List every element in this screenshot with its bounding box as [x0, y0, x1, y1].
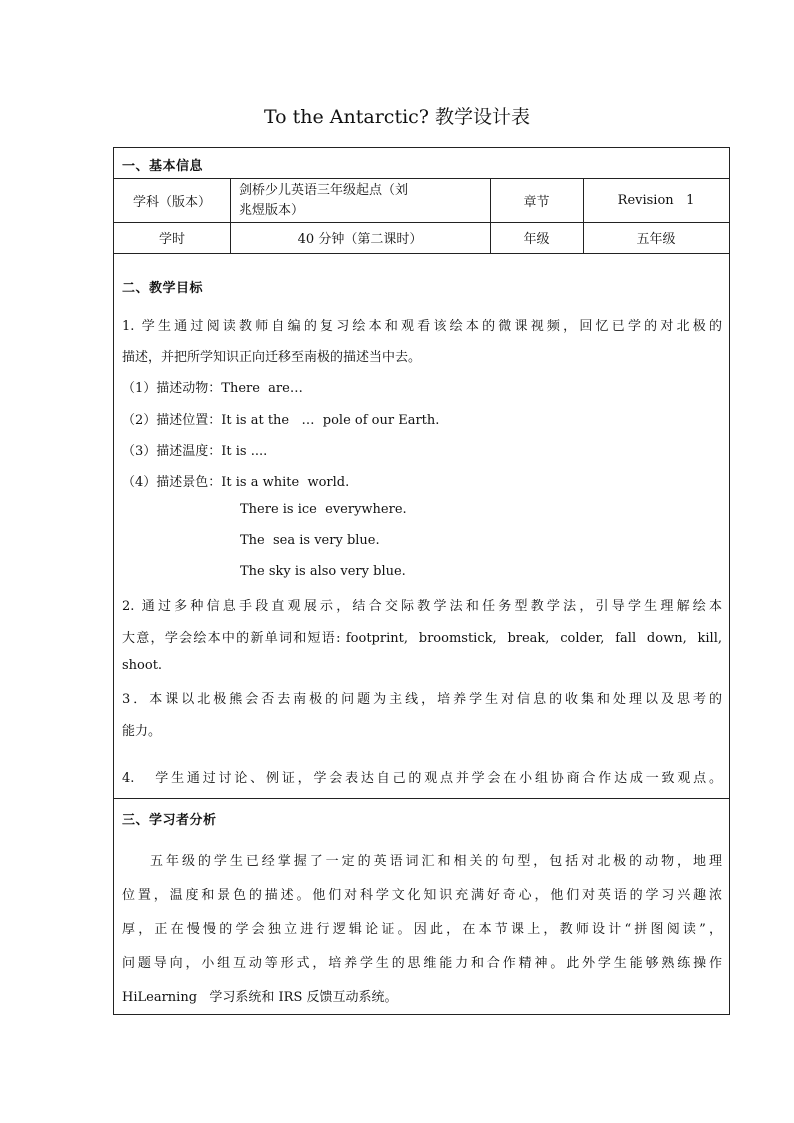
subject-label: 学科（版本） [132, 194, 211, 210]
subject-value-line1: 剑桥少儿英语三年级起点（刘 [239, 183, 409, 198]
chapter-value: Revision 1 [617, 192, 695, 208]
divider [114, 798, 729, 799]
section-objectives-header: 二、教学目标 [122, 281, 204, 296]
section-learner-analysis-header: 三、学习者分析 [122, 813, 217, 828]
hours-label: 学时 [158, 232, 185, 247]
objective-1-sub4b: There is ice everywhere. [240, 502, 407, 517]
objective-1-sub4d: The sky is also very blue. [240, 564, 406, 579]
learner-analysis-line4: 问题导向，小组互动等形式，培养学生的思维能力和合作精神。此外学生能够熟练操作 [122, 956, 722, 971]
learner-analysis-line3: 厚，正在慢慢的学会独立进行逻辑论证。因此，在本节课上，教师设计“拼图阅读”， [122, 922, 722, 937]
objective-1-line2: 描述，并把所学知识正向迁移至南极的描述当中去。 [122, 350, 422, 365]
objective-2-line3: shoot. [122, 658, 163, 673]
objective-2-line2: 大意，学会绘本中的新单词和短语: footprint, broomstick, break, colder, fall down, kill, [122, 631, 722, 646]
hours-value: 40 分钟（第二课时） [297, 232, 423, 247]
objective-1-line1: 1. 学生通过阅读教师自编的复习绘本和观看该绘本的微课视频，回忆已学的对北极的 [122, 319, 722, 334]
objective-1-sub4c: The sea is very blue. [240, 533, 380, 548]
objective-3-line2: 能力。 [122, 724, 162, 739]
grade-label: 年级 [523, 232, 550, 247]
subject-value [239, 181, 484, 221]
objective-4: 4. 学生通过讨论、例证，学会表达自己的观点并学会在小组协商合作达成一致观点。 [122, 771, 722, 786]
objective-3-line1: 3．本课以北极熊会否去南极的问题为主线，培养学生对信息的收集和处理以及思考的 [122, 692, 722, 707]
objective-2-line1: 2. 通过多种信息手段直观展示，结合交际教学法和任务型教学法，引导学生理解绘本 [122, 599, 722, 614]
grade-value: 五年级 [636, 232, 676, 247]
subject-value-line2: 兆煜版本） [239, 203, 305, 218]
objective-1-sub3: （3）描述温度：It is .... [122, 444, 268, 459]
section-basic-info-header: 一、基本信息 [122, 159, 204, 174]
page-title: To the Antarctic? 教学设计表 [263, 106, 531, 128]
objective-1-sub1: （1）描述动物：There are… [122, 381, 303, 396]
objective-1-sub4: （4）描述景色：It is a white world. [122, 475, 350, 490]
chapter-label: 章节 [523, 194, 550, 210]
learner-analysis-line5: HiLearning 学习系统和 IRS 反馈互动系统。 [122, 990, 398, 1005]
divider [114, 253, 729, 254]
learner-analysis-line2: 位置，温度和景色的描述。他们对科学文化知识充满好奇心，他们对英语的学习兴趣浓 [122, 888, 722, 903]
objective-1-sub2: （2）描述位置：It is at the … pole of our Earth. [122, 413, 440, 428]
learner-analysis-line1: 五年级的学生已经掌握了一定的英语词汇和相关的句型，包括对北极的动物，地理 [150, 854, 722, 869]
lesson-design-table [113, 147, 730, 1015]
